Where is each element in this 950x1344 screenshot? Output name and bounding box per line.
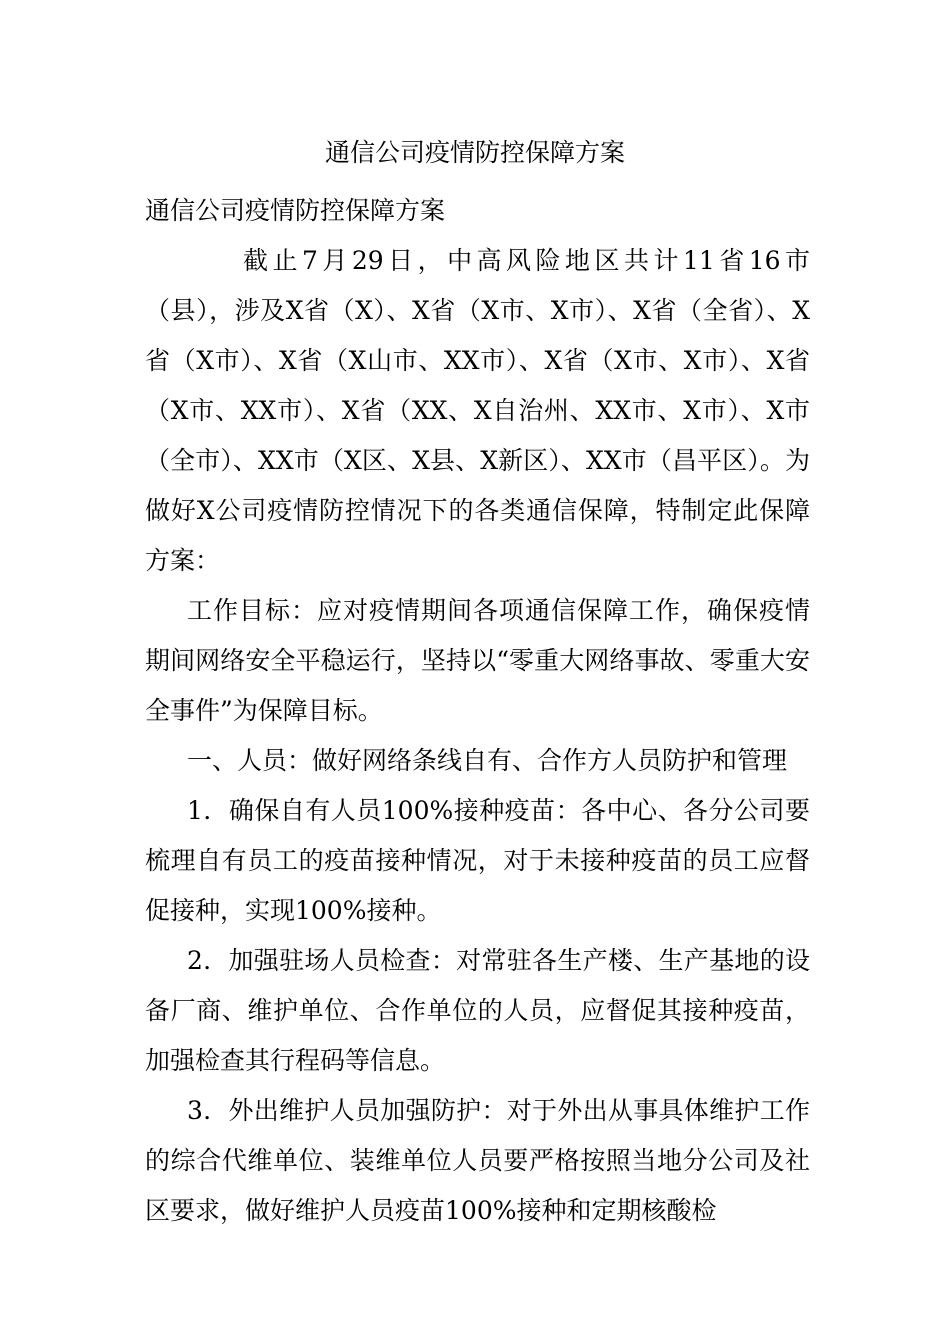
goal-paragraph: 工作目标：应对疫情期间各项通信保障工作，确保疫情期间网络安全平稳运行，坚持以“零重大网络事故、零重大安全事件”为保障目标。 (145, 596, 810, 725)
intro-paragraph: 截止7月29日，中高风险地区共计11省16市（县），涉及X省（X）、X省（X市、X市）、X省（全省）、X省（X市）、X省（X山市、XX市）、X省（X市、X市）、X省（X市、XX市）、X省（XX、X自治州、XX市、X市）、X市（全市）、XX市（X区、X县、X新区）、XX市（昌平区）。为做好X公司疫情防控情况下的各类通信保障，特制定此保障方案： (145, 246, 810, 575)
list-item-field-protection: 3．外出维护人员加强防护：对于外出从事具体维护工作的综合代维单位、装维单位人员要严格按照当地分公司及社区要求，做好维护人员疫苗100%接种和定期核酸检 (145, 1096, 810, 1225)
section-heading-personnel: 一、人员：做好网络条线自有、合作方人员防护和管理 (187, 746, 788, 775)
list-item-vaccination: 1．确保自有人员100%接种疫苗：各中心、各分公司要梳理自有员工的疫苗接种情况，对于未接种疫苗的员工应督促接种，实现100%接种。 (145, 796, 810, 925)
list-item-onsite-check: 2．加强驻场人员检查：对常驻各生产楼、生产基地的设备厂商、维护单位、合作单位的人员，应督促其接种疫苗，加强检查其行程码等信息。 (145, 946, 810, 1075)
document-subtitle: 通信公司疫情防控保障方案 (145, 196, 446, 225)
document-title: 通信公司疫情防控保障方案 (324, 138, 625, 167)
document-body (145, 186, 810, 1236)
